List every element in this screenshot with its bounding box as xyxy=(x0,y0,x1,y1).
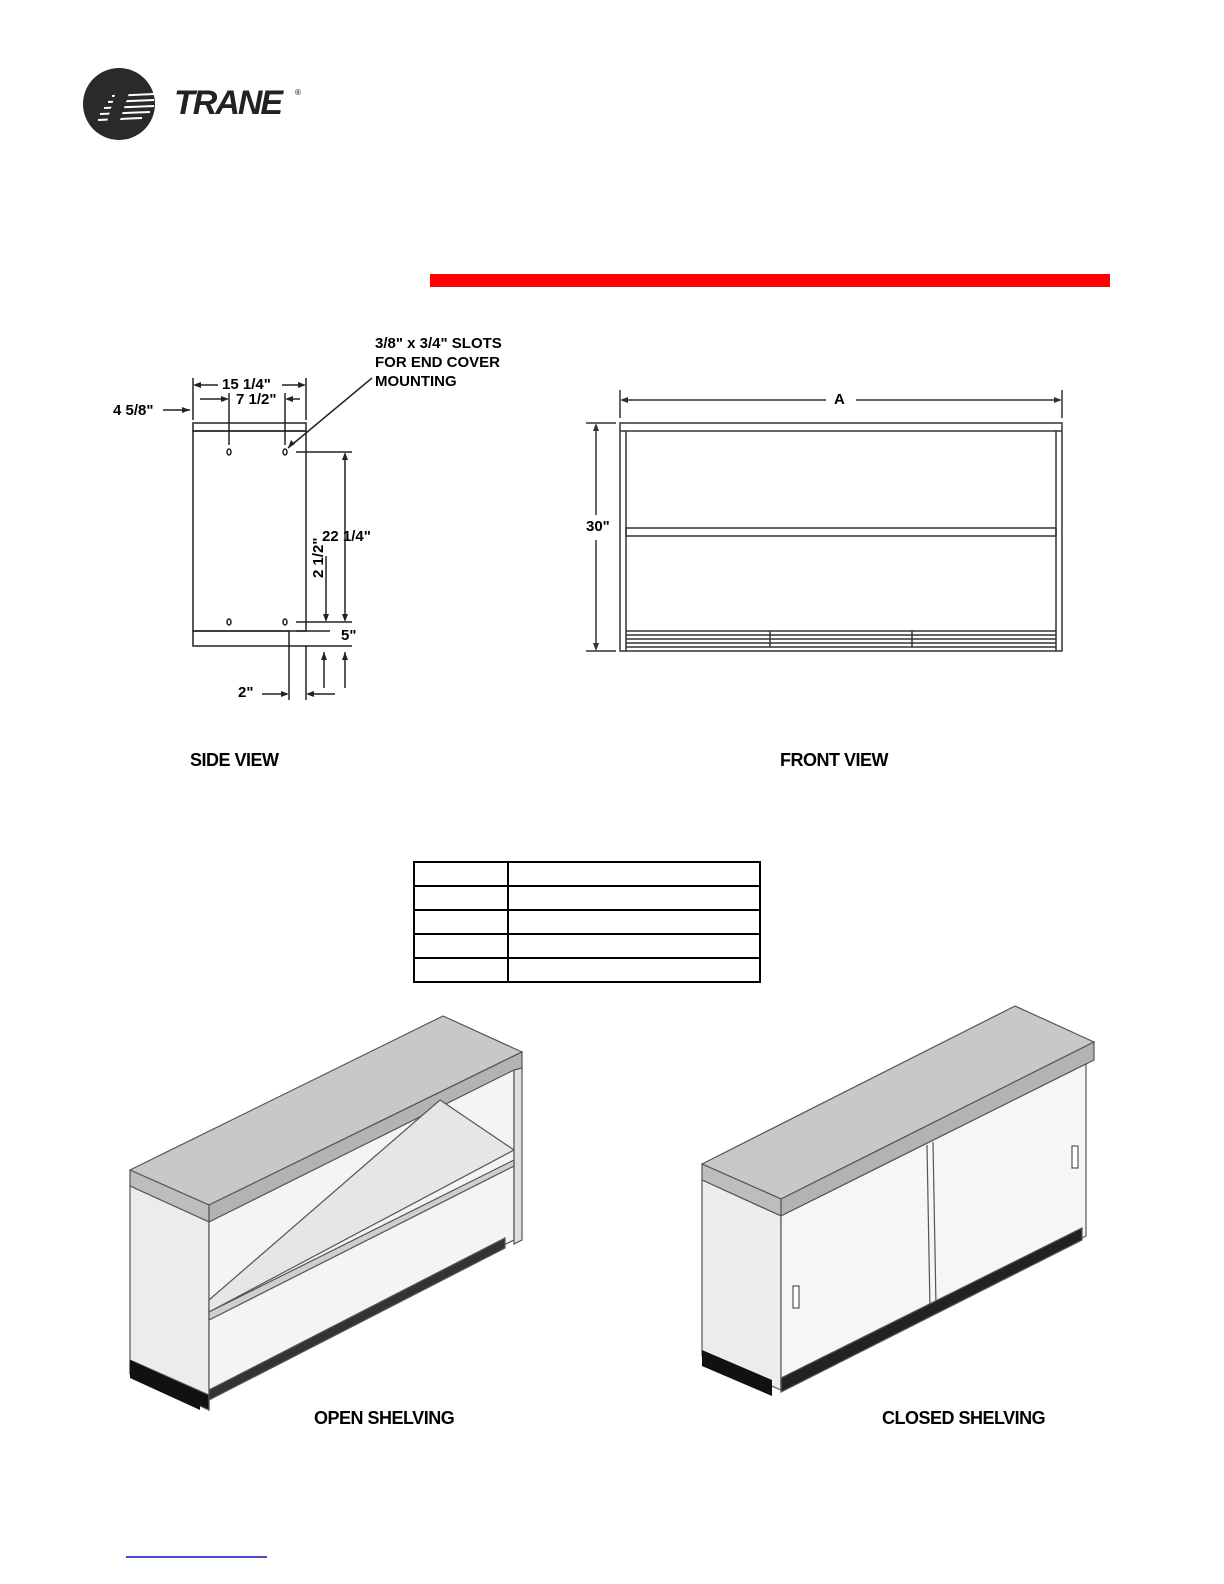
dim-overall-depth: 15 1/4" xyxy=(222,376,271,393)
dim-height: 30" xyxy=(586,518,610,535)
closed-shelving-label: CLOSED SHELVING xyxy=(882,1408,1046,1428)
dim-offset: 4 5/8" xyxy=(113,402,154,419)
dim-slot-height: 22 1/4" xyxy=(322,528,371,545)
registered-mark: ® xyxy=(295,88,301,97)
footer-link-underline[interactable] xyxy=(126,1556,267,1558)
dim-base: 5" xyxy=(341,627,357,644)
dim-lower-slot: 2 1/2" xyxy=(310,537,327,578)
slot-note-line-2: FOR END COVER xyxy=(375,354,501,371)
dim-slot-spacing: 7 1/2" xyxy=(236,391,277,408)
slot-note-line-3: MOUNTING xyxy=(375,373,457,390)
side-view-title: SIDE VIEW xyxy=(190,750,279,770)
trane-wordmark: TRANE xyxy=(174,84,282,122)
dim-width: A xyxy=(834,391,845,408)
slot-note-line-1: 3/8" x 3/4" SLOTS xyxy=(375,335,502,352)
front-view-title: FRONT VIEW xyxy=(780,750,888,770)
dim-toe: 2" xyxy=(238,684,254,701)
open-shelving-label: OPEN SHELVING xyxy=(314,1408,455,1428)
